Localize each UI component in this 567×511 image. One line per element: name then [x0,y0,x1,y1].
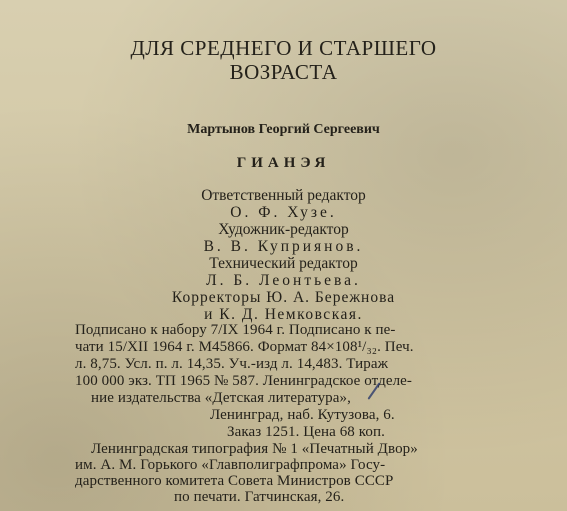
imprint-line: им. А. М. Горького «Главполиграфпрома» Госу- [75,457,386,473]
credit-technical-editor-name: Л. Б. Леонтьева. [206,272,361,289]
credit-responsible-editor-label: Ответственный редактор [201,187,366,204]
imprint-line: по печати. Гатчинская, 26. [174,489,345,505]
credit-responsible-editor-name: О. Ф. Хузе. [230,204,337,221]
section-title-line-1: ДЛЯ СРЕДНЕГО И СТАРШЕГО [130,36,437,60]
imprint-line: Заказ 1251. Цена 68 коп. [227,424,385,440]
author-name: Мартынов Георгий Сергеевич [187,122,380,137]
credit-technical-editor-label: Технический редактор [209,255,358,272]
imprint-line: Подписано к набору 7/IX 1964 г. Подписано к пе- [75,322,396,338]
imprint-line: чати 15/XII 1964 г. М45866. Формат 84×108¹/₃₂. Печ. [75,339,414,355]
imprint-line: Ленинградская типография № 1 «Печатный Двор» [91,441,418,457]
credit-art-editor-label: Художник-редактор [218,221,349,238]
imprint-line: л. 8,75. Усл. п. л. 14,35. Уч.-изд л. 14,483. Тираж [75,356,389,372]
imprint-line: дарственного комитета Совета Министров СССР [75,473,394,489]
section-title-line-2: ВОЗРАСТА [229,60,338,84]
credit-proofreaders-line-2: и К. Д. Немковская. [204,306,363,323]
book-title: ГИАНЭЯ [236,155,331,171]
imprint-line: ние издательства «Детская литература», [91,390,351,406]
credit-art-editor-name: В. В. Куприянов. [203,238,364,255]
imprint-line: 100 000 экз. ТП 1965 № 587. Ленинградское отделе- [75,373,413,389]
credit-proofreaders-line-1: Корректоры Ю. А. Бережнова [171,289,396,306]
imprint-line: Ленинград, наб. Кутузова, 6. [210,407,395,423]
